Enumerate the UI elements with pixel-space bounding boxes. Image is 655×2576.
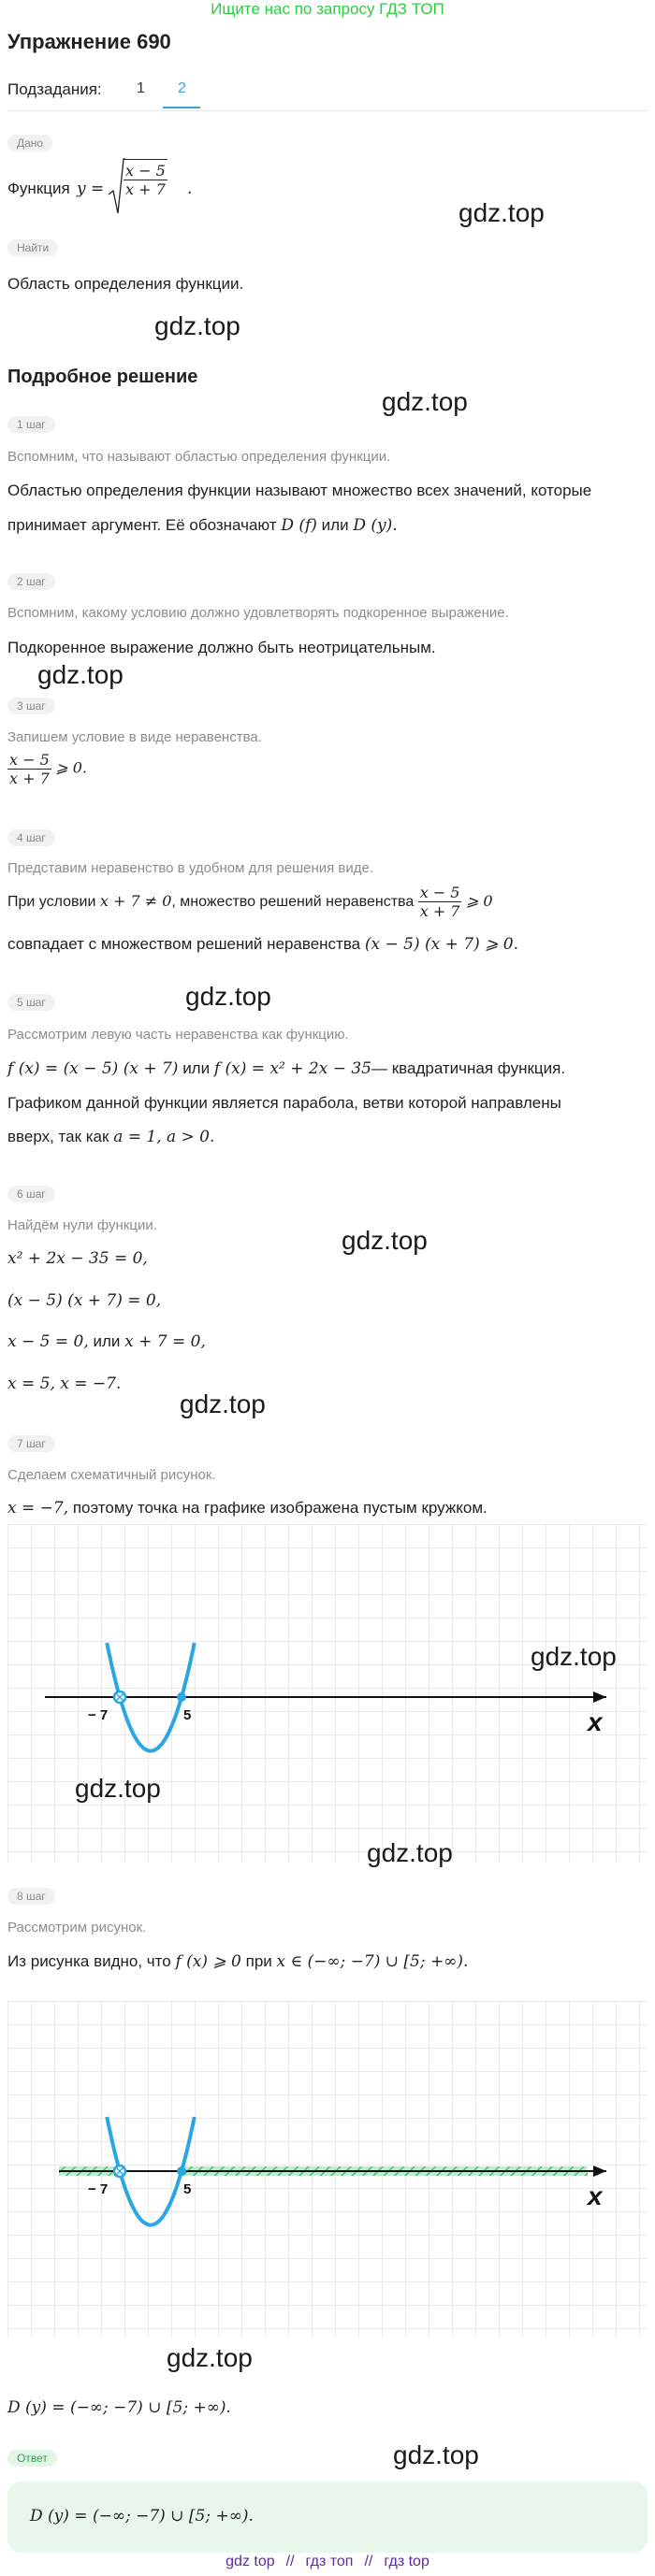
given-fraction-num: x − 5 bbox=[125, 162, 166, 180]
chart-1-svg bbox=[7, 1524, 648, 1863]
step-4-hint: Представим неравенство в удобном для решения виде. bbox=[7, 860, 374, 876]
watermark: gdz.top bbox=[154, 311, 240, 340]
x-axis-arrow bbox=[593, 1691, 606, 1703]
chart-2 bbox=[7, 2001, 648, 2338]
footer-links: gdz top // гдз топ // гдз top bbox=[226, 2554, 429, 2569]
step-4-line1: При условии x + 7 ≠ 0, множество решений неравенства $\frac{x - 5}{x + 7}$ ⩾ 0 bbox=[7, 884, 493, 921]
watermark: gdz.top bbox=[393, 2440, 479, 2469]
step-2-badge: 2 шаг bbox=[7, 573, 55, 590]
given-text: Функция bbox=[7, 180, 70, 197]
answer-badge: Ответ bbox=[7, 2450, 57, 2467]
watermark: gdz.top bbox=[37, 660, 124, 689]
closed-point-5 bbox=[177, 1692, 186, 1702]
step-6-eq3: x − 5 = 0, или x + 7 = 0, bbox=[7, 1332, 206, 1351]
find-badge: Найти bbox=[7, 239, 58, 256]
step-5-line3: вверх, так как a = 1, a > 0. bbox=[7, 1128, 215, 1146]
find-text: Область определения функции. bbox=[7, 275, 244, 293]
radicand bbox=[124, 159, 167, 198]
watermark: gdz.top bbox=[382, 387, 468, 416]
step-6-eq4: x = 5, x = −7. bbox=[7, 1374, 122, 1393]
step-5-line1: f (x) = (x − 5) (x + 7) или f (x) = x² + 2x − 35— квадратичная функция. bbox=[7, 1059, 566, 1078]
step-1-badge: 1 шаг bbox=[7, 416, 55, 433]
footer-link-1[interactable]: gdz top bbox=[226, 2554, 275, 2569]
step-8-result: D (y) = (−∞; −7) ∪ [5; +∞). bbox=[7, 2398, 231, 2417]
step-3-badge: 3 шаг bbox=[7, 698, 55, 714]
x-axis-label: x bbox=[588, 2181, 603, 2210]
step-7-hint: Сделаем схематичный рисунок. bbox=[7, 1467, 216, 1483]
watermark: gdz.top bbox=[367, 1838, 453, 1867]
step-7-badge: 7 шаг bbox=[7, 1435, 55, 1452]
watermark: gdz.top bbox=[458, 198, 545, 227]
step-8-hint: Рассмотрим рисунок. bbox=[7, 1920, 147, 1936]
tick-label-5: 5 bbox=[183, 1707, 192, 1723]
divider bbox=[7, 110, 648, 111]
step-1-line2: принимает аргумент. Её обозначают D (f) или D (y). bbox=[7, 516, 398, 535]
x-axis-arrow bbox=[593, 2166, 606, 2177]
step-6-eq1: x² + 2x − 35 = 0, bbox=[7, 1249, 148, 1268]
watermark: gdz.top bbox=[75, 1774, 161, 1803]
radical-sign-icon bbox=[107, 157, 125, 217]
footer-link-2[interactable]: гдз топ bbox=[305, 2554, 354, 2569]
step-3-inequality: $\frac{x - 5}{x + 7}$ ⩾ 0. bbox=[9, 751, 87, 787]
step-6-badge: 6 шаг bbox=[7, 1186, 55, 1202]
step-2-line1: Подкоренное выражение должно быть неотрицательным. bbox=[7, 639, 436, 656]
top-search-link[interactable]: Ищите нас по запросу ГДЗ ТОП bbox=[211, 0, 444, 18]
step-3-hint: Запишем условие в виде неравенства. bbox=[7, 729, 262, 745]
solution-title: Подробное решение bbox=[7, 367, 198, 387]
step-5-badge: 5 шаг bbox=[7, 994, 55, 1011]
step-7-line1: x = −7, поэтому точка на графике изображена пустым кружком. bbox=[7, 1499, 488, 1518]
closed-point-5 bbox=[177, 2166, 186, 2176]
given-badge: Дано bbox=[7, 135, 52, 151]
tick-label-minus-7: − 7 bbox=[88, 2181, 109, 2197]
chart-1 bbox=[7, 1524, 648, 1863]
tab-subtask-1[interactable]: 1 bbox=[137, 80, 145, 96]
step-5-line2: Графиком данной функции является парабола, ветви которой направлены bbox=[7, 1094, 561, 1112]
x-axis-label: x bbox=[588, 1707, 603, 1736]
step-6-hint: Найдём нули функции. bbox=[7, 1217, 157, 1233]
given-formula-end: . bbox=[187, 180, 193, 198]
step-1-line1: Областью определения функции называют множество всех значений, которые bbox=[7, 482, 592, 499]
footer-link-3[interactable]: гдз top bbox=[384, 2554, 429, 2569]
subtasks-label: Подзадания: bbox=[7, 80, 102, 98]
watermark: gdz.top bbox=[185, 982, 271, 1011]
step-4-line2: совпадает с множеством решений неравенства (x − 5) (x + 7) ⩾ 0. bbox=[7, 935, 518, 954]
active-tab-indicator bbox=[163, 107, 200, 108]
watermark: gdz.top bbox=[531, 1642, 617, 1671]
tick-label-minus-7: − 7 bbox=[88, 1707, 109, 1723]
tick-label-5: 5 bbox=[183, 2181, 192, 2197]
step-1-hint: Вспомним, что называют областью определения функции. bbox=[7, 449, 391, 465]
step-8-line1: Из рисунка видно, что f (x) ⩾ 0 при x ∈ (−∞; −7) ∪ [5; +∞). bbox=[7, 1952, 469, 1971]
step-6-eq2: (x − 5) (x + 7) = 0, bbox=[7, 1291, 162, 1310]
watermark: gdz.top bbox=[180, 1389, 266, 1418]
given-formula-lhs: y = bbox=[77, 180, 105, 198]
step-8-badge: 8 шаг bbox=[7, 1888, 55, 1905]
chart-2-svg bbox=[7, 2001, 648, 2338]
given-fraction-den: x + 7 bbox=[125, 180, 166, 198]
step-4-badge: 4 шаг bbox=[7, 829, 55, 846]
step-2-hint: Вспомним, какому условию должно удовлетворять подкоренное выражение. bbox=[7, 605, 509, 621]
tab-subtask-2[interactable]: 2 bbox=[178, 80, 186, 96]
step-5-hint: Рассмотрим левую часть неравенства как функцию. bbox=[7, 1027, 349, 1043]
page-title: Упражнение 690 bbox=[7, 30, 171, 53]
answer-text: D (y) = (−∞; −7) ∪ [5; +∞). bbox=[30, 2507, 254, 2526]
watermark: gdz.top bbox=[167, 2343, 253, 2372]
watermark: gdz.top bbox=[342, 1226, 428, 1255]
